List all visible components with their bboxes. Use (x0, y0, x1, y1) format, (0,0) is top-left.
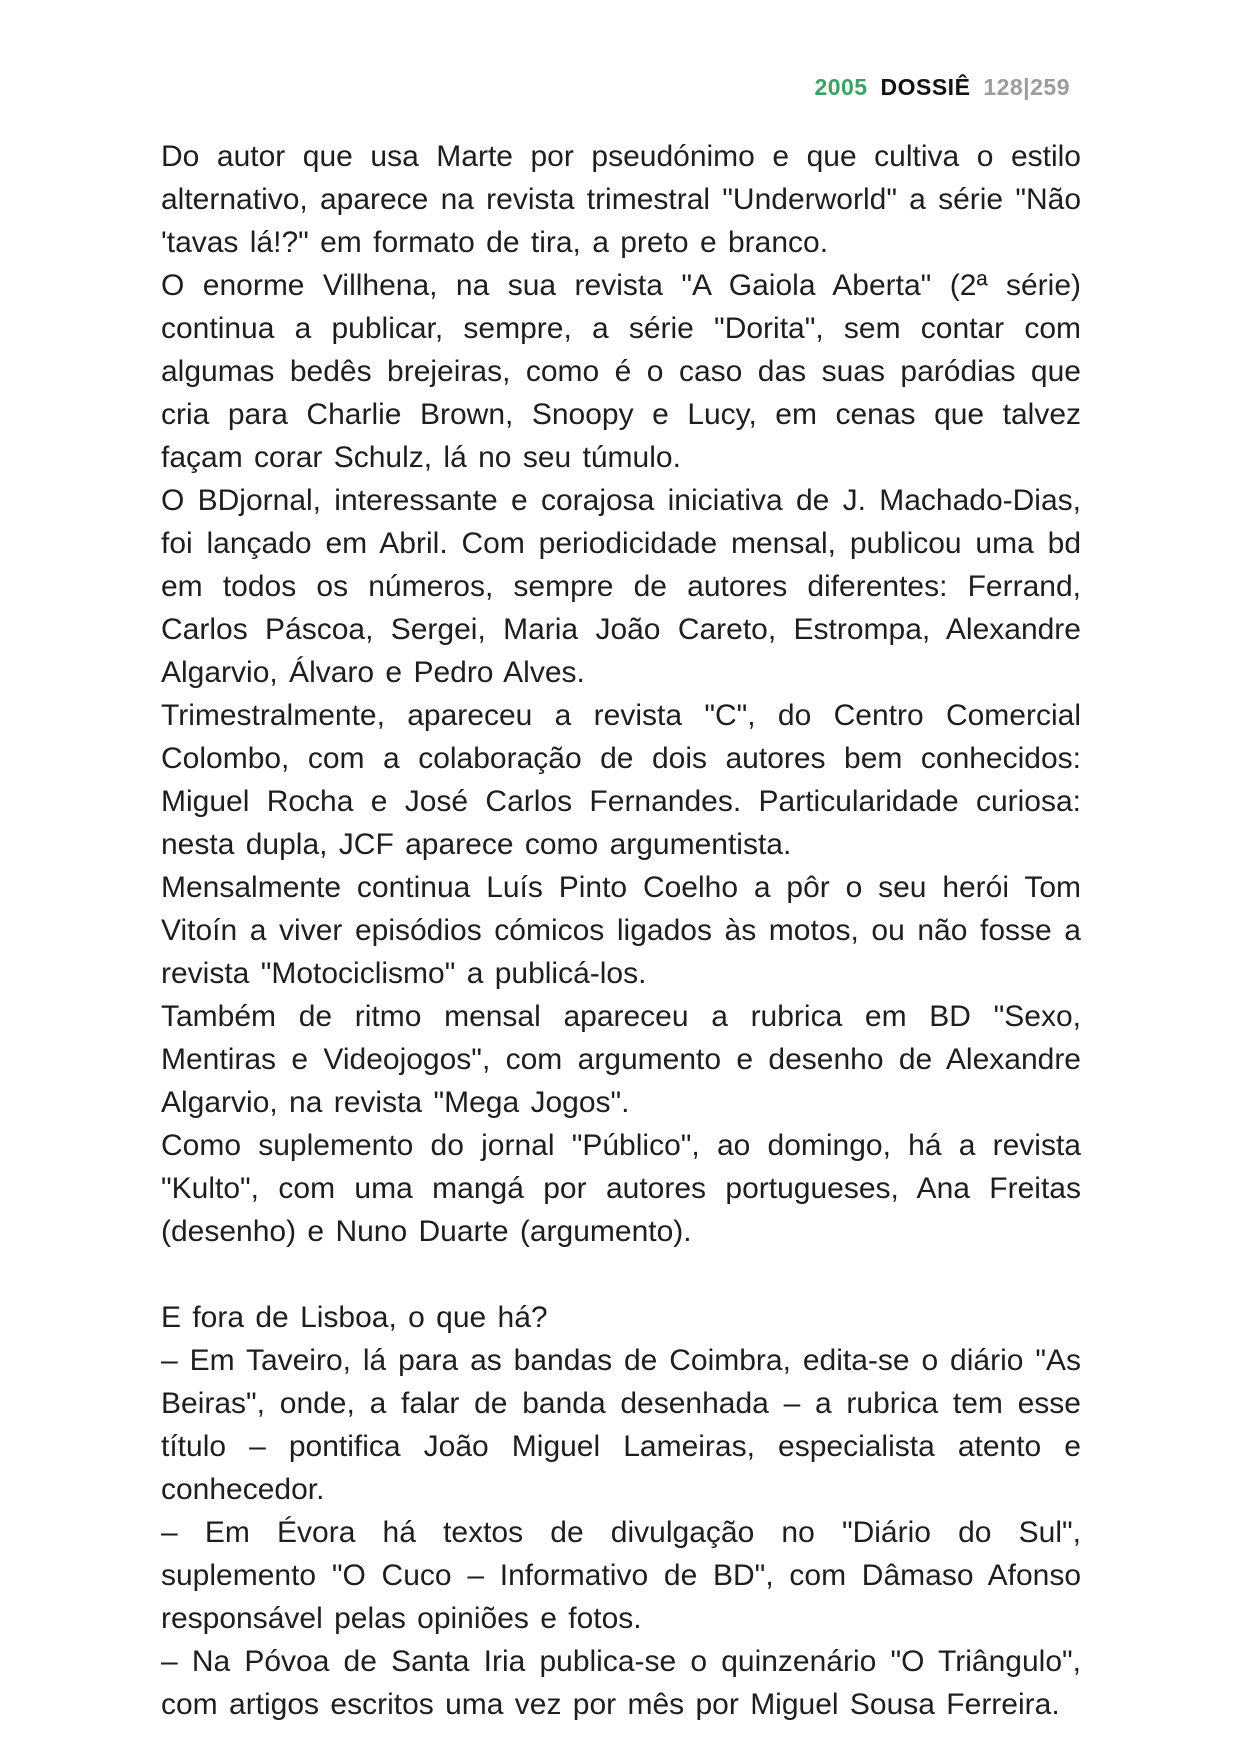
paragraph: O enorme Villhena, na sua revista "A Gaiola Aberta" (2ª série) continua a publicar, sempre, a série "Dorita", sem contar com algumas bedês brejeiras, como é o caso das suas paródias que cria para Charlie Brown, Snoopy e Lucy, em cenas que talvez façam corar Schulz, lá no seu túmulo. (161, 269, 1081, 474)
paragraph: Também de ritmo mensal apareceu a rubrica em BD "Sexo, Mentiras e Videojogos", com argumento e desenho de Alexandre Algarvio, na revista "Mega Jogos". (161, 1000, 1081, 1119)
paragraph: E fora de Lisboa, o que há? (161, 1301, 548, 1334)
paragraph: Como suplemento do jornal "Público", ao domingo, há a revista "Kulto", com uma mangá por autores portugueses, Ana Freitas (desenho) e Nuno Duarte (argumento). (161, 1129, 1081, 1248)
dossier-section-label: DOSSIÊ (880, 74, 971, 100)
year-label: 2005 (814, 74, 868, 100)
paragraph: – Em Taveiro, lá para as bandas de Coimbra, edita-se o diário "As Beiras", onde, a falar de banda desenhada – a rubrica tem esse título – pontifica João Miguel Lameiras, especialista atento e conhecedor. (161, 1344, 1081, 1506)
paragraph: Mensalmente continua Luís Pinto Coelho a pôr o seu herói Tom Vitoín a viver episódios cómicos ligados às motos, ou não fosse a revista "Motociclismo" a publicá-los. (161, 871, 1081, 990)
document-content (161, 135, 1081, 1726)
page-header (814, 74, 1070, 101)
paragraph: – Em Évora há textos de divulgação no "Diário do Sul", suplemento "O Cuco – Informativo de BD", com Dâmaso Afonso responsável pelas opiniões e fotos. (161, 1516, 1081, 1635)
paragraph: Do autor que usa Marte por pseudónimo e que cultiva o estilo alternativo, aparece na revista trimestral "Underworld" a série "Não 'tavas lá!?" em formato de tira, a preto e branco. (161, 140, 1081, 259)
paragraph: – Na Póvoa de Santa Iria publica-se o quinzenário "O Triângulo", com artigos escritos uma vez por mês por Miguel Sousa Ferreira. (161, 1645, 1081, 1721)
page-numbers-label: 128|259 (983, 74, 1070, 100)
paragraph: O BDjornal, interessante e corajosa iniciativa de J. Machado-Dias, foi lançado em Abril. Com periodicidade mensal, publicou uma bd em todos os números, sempre de autores diferentes: Ferrand, Carlos Páscoa, Sergei, Maria João Careto, Estrompa, Alexandre Algarvio, Álvaro e Pedro Alves. (161, 484, 1081, 689)
paragraph: Trimestralmente, apareceu a revista "C", do Centro Comercial Colombo, com a colaboração de dois autores bem conhecidos: Miguel Rocha e José Carlos Fernandes. Particularidade curiosa: nesta dupla, JCF aparece como argumentista. (161, 699, 1081, 861)
